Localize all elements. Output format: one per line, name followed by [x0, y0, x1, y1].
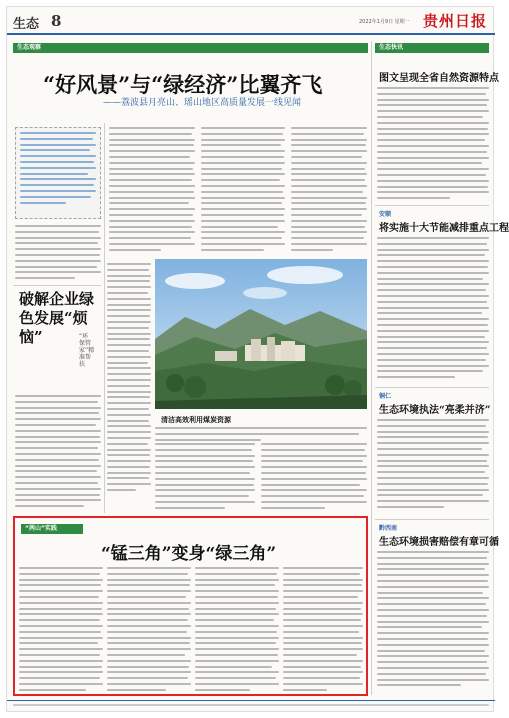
right-story-2-tag: 安顺	[379, 211, 392, 218]
column-tag-liangshan	[21, 524, 83, 534]
main-story-text-col-4	[291, 127, 367, 255]
right-story-1-text	[377, 87, 489, 203]
newspaper-logo: 贵州日报	[423, 12, 488, 30]
editor-note-box	[15, 127, 101, 219]
divider	[375, 387, 489, 388]
note-text-lines	[20, 132, 96, 214]
divider	[13, 285, 101, 286]
main-story-text-col-2	[109, 127, 195, 255]
column-tag-eco-observe	[13, 43, 368, 53]
photo-story-text-col-1	[155, 443, 255, 511]
feature-text-col-4	[283, 567, 363, 691]
column-tag-label: 生态快讯	[379, 44, 404, 51]
photo-caption: 清洁高效利用煤炭资源	[161, 415, 231, 424]
side-story-text-col-2	[107, 263, 151, 511]
feature-text-col-3	[195, 567, 279, 691]
divider	[375, 205, 489, 206]
right-story-4-tag: 黔西南	[379, 525, 398, 532]
right-story-3-text	[377, 419, 489, 515]
right-story-3-title: 生态环境执法“亮柔并济”	[379, 405, 491, 416]
landscape-photo	[155, 259, 367, 409]
right-story-2-text	[377, 237, 489, 383]
main-story-text-col-1	[15, 225, 101, 283]
side-story-subheadline: “环保管家”精准帮扶	[79, 333, 95, 368]
feature-text-col-1	[19, 567, 103, 691]
main-subheadline: ——荔波县月亮山、瑶山地区高质量发展一线见闻	[103, 98, 302, 108]
footer-text-line	[13, 704, 489, 710]
column-tag-eco-quick	[375, 43, 489, 53]
newspaper-page	[6, 6, 509, 712]
masthead	[7, 7, 495, 35]
column-rule	[371, 41, 372, 695]
photo-story-text-col-2	[261, 443, 367, 511]
section-name: 生态	[13, 17, 40, 32]
right-story-4-title: 生态环境损害赔偿有章可循	[379, 537, 499, 548]
column-tag-label: “两山”实践	[25, 525, 57, 532]
divider	[375, 519, 489, 520]
main-story-text-col-3	[201, 127, 285, 255]
side-story-text-col-1	[15, 395, 101, 511]
right-story-4-text	[377, 551, 489, 695]
feature-headline: “锰三角”变身“绿三角”	[101, 544, 277, 564]
column-tag-label: 生态观察	[17, 44, 42, 51]
page-footer	[7, 700, 495, 713]
main-headline: “好风景”与“绿经济”比翼齐飞	[43, 72, 323, 97]
page-number: 8	[51, 12, 62, 30]
issue-date: 2022年1月9日 星期一	[359, 19, 410, 25]
column-rule	[104, 123, 105, 513]
photo-note-lines	[155, 427, 367, 441]
side-story-headline: 破解企业绿色发展“烦恼”	[19, 290, 95, 346]
right-story-1-title: 图文呈现全省自然资源特点	[379, 73, 499, 84]
right-story-2-title: 将实施十大节能减排重点工程	[379, 223, 509, 234]
right-story-3-tag: 铜仁	[379, 393, 392, 400]
feature-text-col-2	[107, 567, 191, 691]
